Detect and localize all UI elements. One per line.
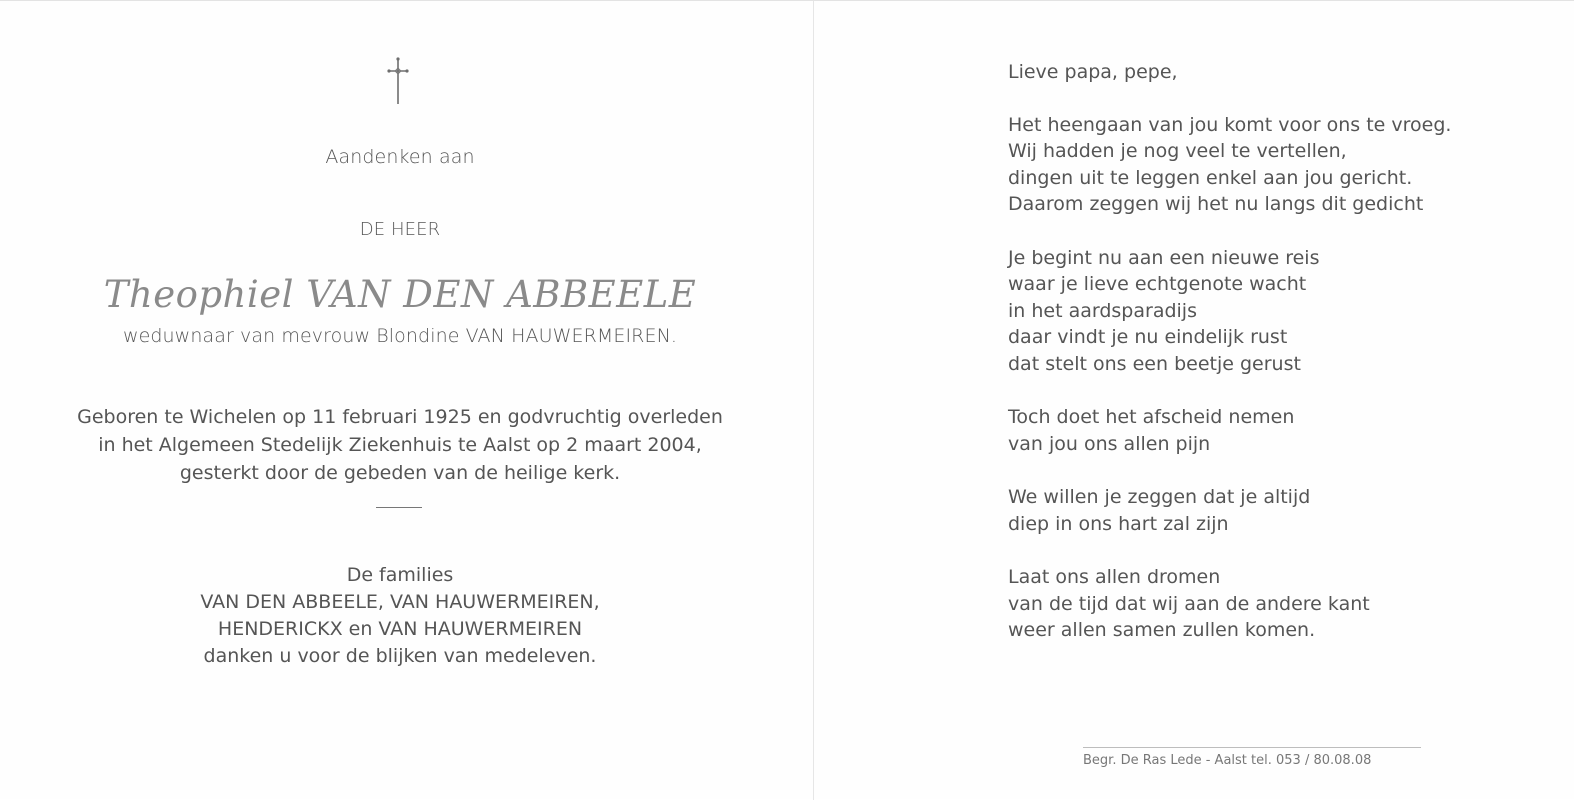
poem-line: Wij hadden je nog veel te vertellen, [1008, 140, 1347, 162]
poem-greeting: Lieve papa, pepe, [1008, 61, 1178, 83]
poem-line: dat stelt ons een beetje gerust [1008, 352, 1301, 375]
poem-line: Toch doet het afscheid nemen [1008, 406, 1295, 428]
poem-stanza [1008, 404, 1548, 457]
poem-line: We willen je zeggen dat je altijd [1008, 486, 1311, 508]
poem-line: Je begint nu aan een nieuwe reis [1008, 246, 1320, 269]
poem-line: waar je lieve echtgenote wacht [1008, 273, 1307, 295]
printer-credit: Begr. De Ras Lede - Aalst tel. 053 / 80.08.08 [1083, 753, 1372, 768]
poem-stanza [1008, 112, 1548, 218]
poem-line: van de tijd dat wij aan de andere kant [1008, 592, 1370, 615]
families-thanks [0, 562, 800, 670]
poem [1008, 59, 1548, 671]
poem-stanza [1008, 564, 1548, 644]
poem-line: van jou ons allen pijn [1008, 432, 1211, 455]
poem-line: Het heengaan van jou komt voor ons te vroeg. [1008, 113, 1452, 136]
birth-line: gesterkt door de gebeden van de heilige kerk. [179, 462, 621, 484]
poem-stanza [1008, 245, 1548, 378]
families-line: VAN DEN ABBEELE, VAN HAUWERMEIREN, [200, 591, 600, 613]
poem-stanza [1008, 484, 1548, 537]
families-line: HENDERICKX en VAN HAUWERMEIREN [217, 618, 583, 640]
poem-line: dingen uit te leggen enkel aan jou gericht. [1008, 166, 1413, 189]
birth-line: in het Algemeen Stedelijk Ziekenhuis te Aalst op 2 maart 2004, [98, 434, 702, 456]
poem-line: daar vindt je nu eindelijk rust [1008, 326, 1288, 348]
poem-line: Daarom zeggen wij het nu langs dit gedicht [1008, 193, 1424, 215]
widower-line: weduwnaar van mevrouw Blondine VAN HAUWERMEIREN. [122, 325, 678, 347]
left-panel [0, 1, 800, 800]
poem-line: diep in ons hart zal zijn [1008, 512, 1229, 535]
printer-rule [1083, 747, 1421, 748]
poem-line: in het aardsparadijs [1008, 299, 1197, 322]
cross-icon [385, 56, 411, 106]
poem-line: weer allen samen zullen komen. [1008, 619, 1316, 641]
families-line: danken u voor de blijken van medeleven. [203, 645, 597, 667]
birth-line: Geboren te Wichelen op 11 februari 1925 en godvruchtig overleden [77, 406, 723, 428]
honorific: DE HEER [359, 219, 441, 240]
birth-death-details [0, 403, 800, 487]
deceased-name: Theophiel VAN DEN ABBEELE [103, 273, 697, 316]
poem-line: Laat ons allen dromen [1008, 566, 1221, 588]
families-line: De families [346, 564, 454, 586]
card-fold [813, 1, 814, 800]
divider [376, 507, 422, 508]
remembrance-heading: Aandenken aan [325, 146, 475, 168]
